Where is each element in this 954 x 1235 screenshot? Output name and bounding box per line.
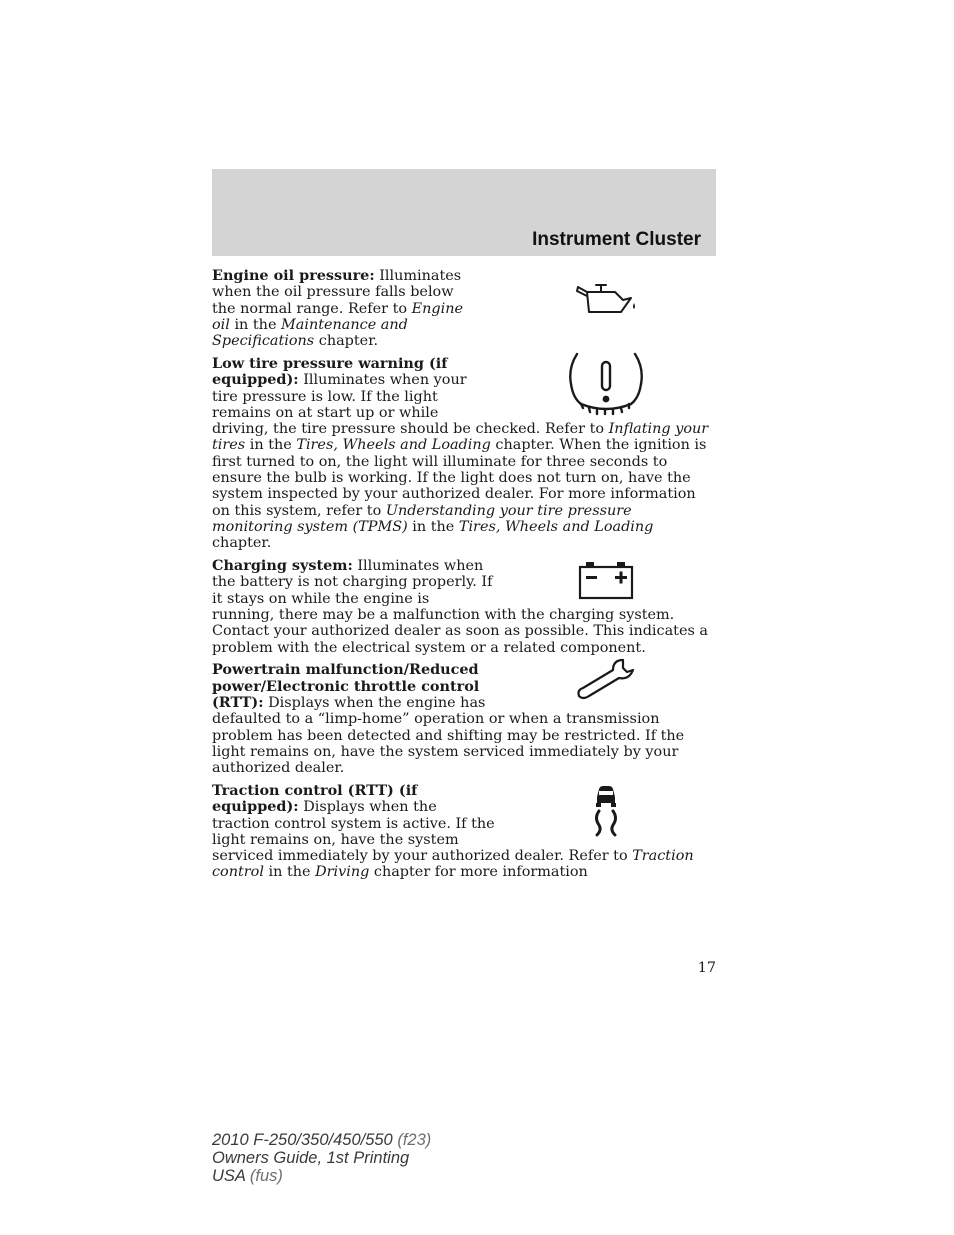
entry-label: Low tire pressure warning (if equipped): — [212, 354, 448, 389]
footer-line-region: USA (fus) — [212, 1167, 283, 1185]
chapter-title: Instrument Cluster — [532, 229, 701, 250]
entry-engine-oil-pressure: Engine oil pressure: Illuminates when the oil pressure falls below the normal range. Refer to Engine oil in the Maintenance and Specifications chapter. — [212, 268, 716, 349]
tire-pressure-icon — [567, 348, 645, 420]
entry-traction-control: Traction control (RTT) (if equipped): Displays when the traction control system is active. If the light remains on, have the system serviced immediately by your authorized dealer. Refer to Traction control in the Driving chapter for more information — [212, 781, 694, 881]
battery-icon — [577, 560, 635, 600]
page-number: 17 — [697, 960, 716, 976]
chapter-header-band — [212, 169, 716, 256]
document-footer — [212, 1131, 431, 1185]
entry-low-tire-pressure: Low tire pressure warning (if equipped): Illuminates when your tire pressure is low. If the light remains on at start up or while driving, the tire pressure should be checked. Refer to Inflating your tires in the Tires, Wheels and Loading chapter. When the ignition is first turned to on, the light will illuminate for three seconds to ensure the bulb is working. If the light does not turn on, have the system inspected by your authorized dealer. For more information on this system, refer to Understanding your tire pressure monitoring system (TPMS) in the Tires, Wheels and Loading chapter. — [212, 356, 716, 552]
traction-control-icon — [591, 785, 621, 837]
footer-line-model: 2010 F-250/350/450/550 (f23) — [212, 1131, 432, 1149]
entry-label: Charging system: — [212, 557, 353, 575]
entry-powertrain-malfunction: Powertrain malfunction/Reduced power/Electronic throttle control (RTT): Displays when the engine has defaulted to a “limp-home” operation or when a transmission problem has been detected and shifting may be restricted. If the light remains on, have the system serviced immediately by your authorized dealer. — [212, 662, 716, 776]
entry-label: Powertrain malfunction/Reduced power/Electronic throttle control (RTT): — [212, 661, 480, 711]
entry-charging-system: Charging system: Illuminates when the battery is not charging properly. If it stays on while the engine is running, there may be a malfunction with the charging system. Contact your authorized dealer as soon as possible. This indicates a problem with the electrical system or a related component. — [212, 557, 708, 656]
oil-can-icon — [575, 278, 637, 314]
wrench-icon — [573, 656, 639, 702]
page-content — [212, 268, 716, 887]
footer-line-printing: Owners Guide, 1st Printing — [212, 1149, 410, 1167]
entry-label: Traction control (RTT) (if equipped): — [212, 781, 418, 816]
entry-label: Engine oil pressure: — [212, 267, 375, 284]
